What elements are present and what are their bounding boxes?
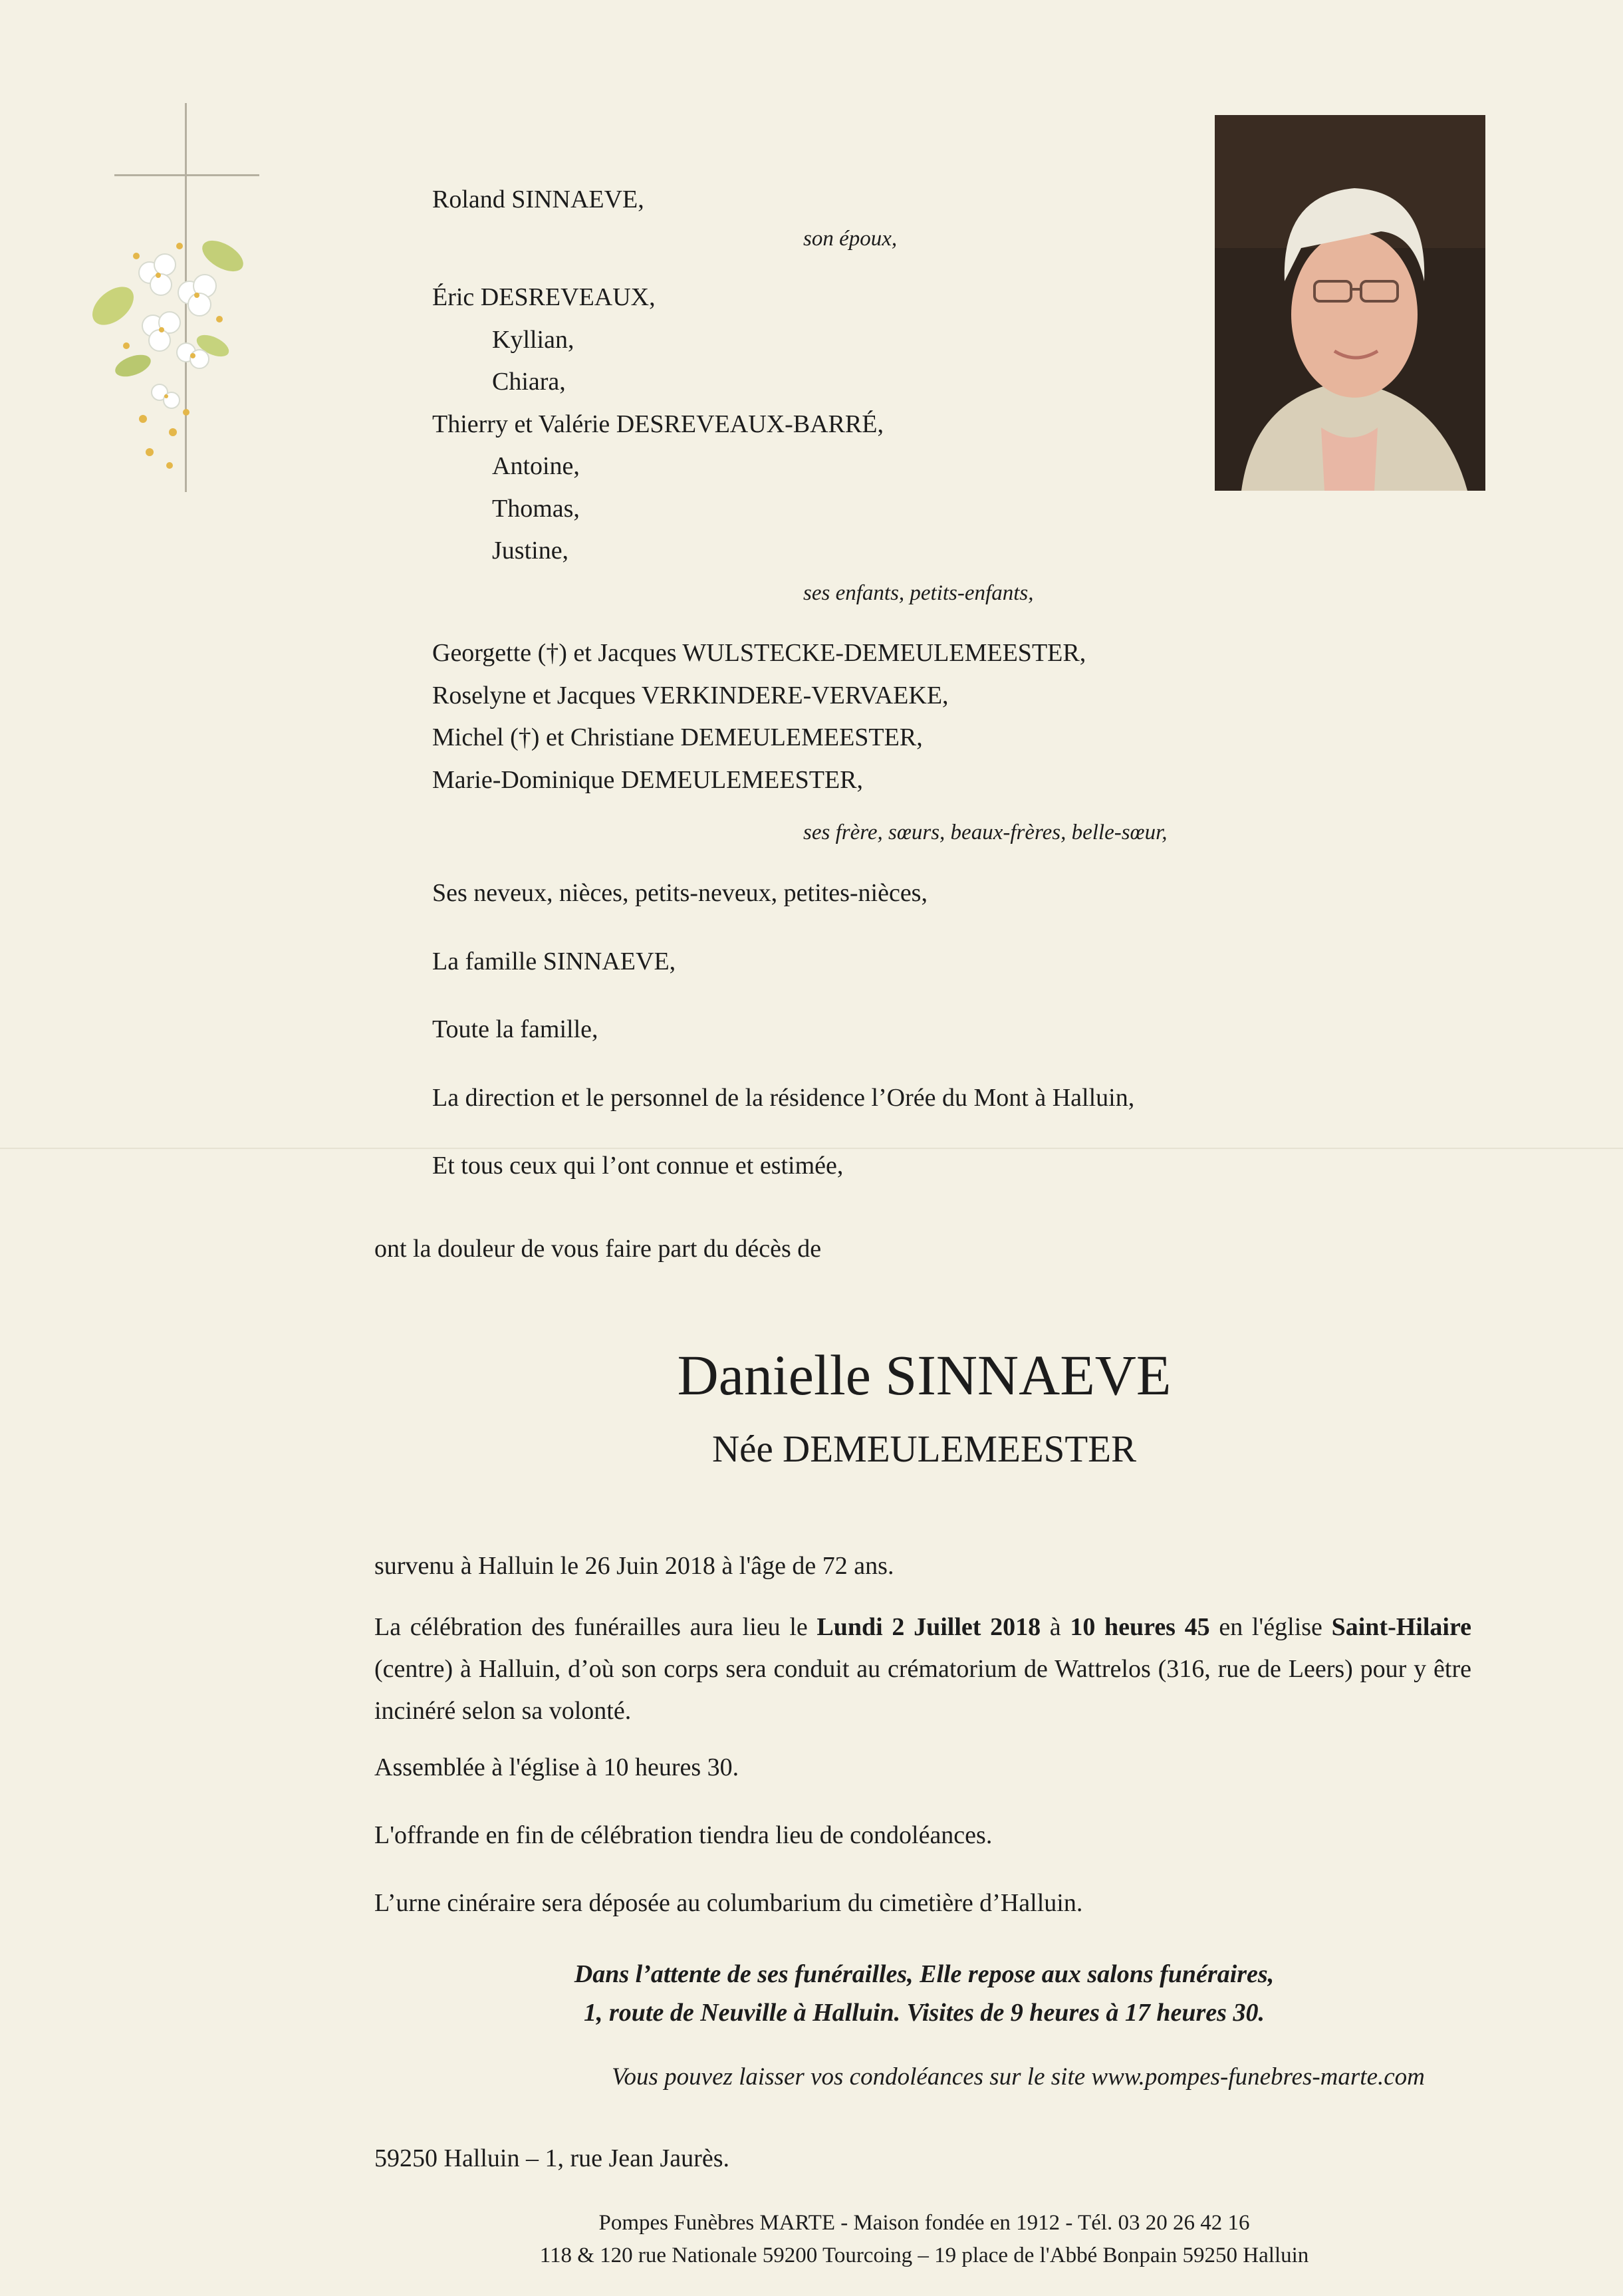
offering-details: L'offrande en fin de célébration tiendra lieu de condoléances. <box>374 1821 993 1849</box>
deceased-name: Danielle SINNAEVE <box>677 1343 1172 1407</box>
child-line: Justine, <box>492 537 569 565</box>
funeral-day: Lundi 2 Juillet 2018 <box>816 1613 1041 1641</box>
portrait-photo <box>1215 115 1485 491</box>
relative-line: Toute la famille, <box>432 1015 598 1043</box>
child-line: Kyllian, <box>492 325 574 354</box>
footer-line-2: 118 & 120 rue Nationale 59200 Tourcoing – 19 place de l'Abbé Bonpain 59250 Halluin <box>539 2243 1309 2267</box>
spouse-relation: son époux, <box>803 227 898 251</box>
urn-details: L’urne cinéraire sera déposée au columbarium du cimetière d’Halluin. <box>374 1889 1083 1917</box>
child-line: Thierry et Valérie DESREVEAUX-BARRÉ, <box>432 410 884 438</box>
child-line: Éric DESREVEAUX, <box>432 283 656 311</box>
funeral-details <box>374 1606 1471 1732</box>
funeral-church: Saint-Hilaire <box>1331 1613 1472 1641</box>
children-relation: ses enfants, petits-enfants, <box>803 581 1034 605</box>
rest-line-1: Dans l’attente de ses funérailles, Elle repose aux salons funéraires, <box>574 1960 1275 1988</box>
sibling-line: Georgette (†) et Jacques WULSTECKE-DEMEULEMEESTER, <box>432 639 1086 667</box>
paper-fold-line <box>0 1148 1623 1149</box>
funeral-text-4: (centre) à Halluin, d’où son corps sera conduit au crématorium de Wattrelos (316, rue de Leers) pour y être incinéré selon sa volonté. <box>374 1655 1471 1725</box>
address: 59250 Halluin – 1, rue Jean Jaurès. <box>374 2144 729 2172</box>
funeral-text-3: en l'église <box>1209 1613 1332 1641</box>
assembly-details: Assemblée à l'église à 10 heures 30. <box>374 1753 739 1781</box>
sibling-line: Michel (†) et Christiane DEMEULEMEESTER, <box>432 723 923 751</box>
flowers-icon <box>86 193 259 499</box>
funeral-text-1: La célébration des funérailles aura lieu le <box>374 1613 817 1641</box>
funeral-text-2: à <box>1041 1613 1070 1641</box>
child-line: Chiara, <box>492 368 566 396</box>
child-line: Thomas, <box>492 494 580 523</box>
sibling-line: Roselyne et Jacques VERKINDERE-VERVAEKE, <box>432 681 949 709</box>
relative-line: La direction et le personnel de la résidence l’Orée du Mont à Halluin, <box>432 1084 1135 1112</box>
siblings-relation: ses frère, sœurs, beaux-frères, belle-sœur, <box>803 821 1168 844</box>
deceased-maiden-name: Née DEMEULEMEESTER <box>712 1428 1136 1470</box>
child-line: Antoine, <box>492 452 580 480</box>
rest-line-2: 1, route de Neuville à Halluin. Visites de 9 heures à 17 heures 30. <box>584 1999 1265 2027</box>
death-details: survenu à Halluin le 26 Juin 2018 à l'âge de 72 ans. <box>374 1552 894 1580</box>
relative-line: Ses neveux, nièces, petits-neveux, petites-nièces, <box>432 879 928 907</box>
condolences-link[interactable]: Vous pouvez laisser vos condoléances sur le site www.pompes-funebres-marte.com <box>612 2063 1425 2091</box>
sibling-line: Marie-Dominique DEMEULEMEESTER, <box>432 765 864 794</box>
cross-horizontal <box>114 174 259 176</box>
footer-line-1: Pompes Funèbres MARTE - Maison fondée en 1912 - Tél. 03 20 26 42 16 <box>598 2211 1250 2235</box>
relative-line: La famille SINNAEVE, <box>432 948 676 975</box>
announcement: ont la douleur de vous faire part du décès de <box>374 1235 822 1263</box>
funeral-time: 10 heures 45 <box>1070 1613 1210 1641</box>
spouse-name: Roland SINNAEVE, <box>432 186 644 213</box>
relative-line: Et tous ceux qui l’ont connue et estimée, <box>432 1152 844 1180</box>
